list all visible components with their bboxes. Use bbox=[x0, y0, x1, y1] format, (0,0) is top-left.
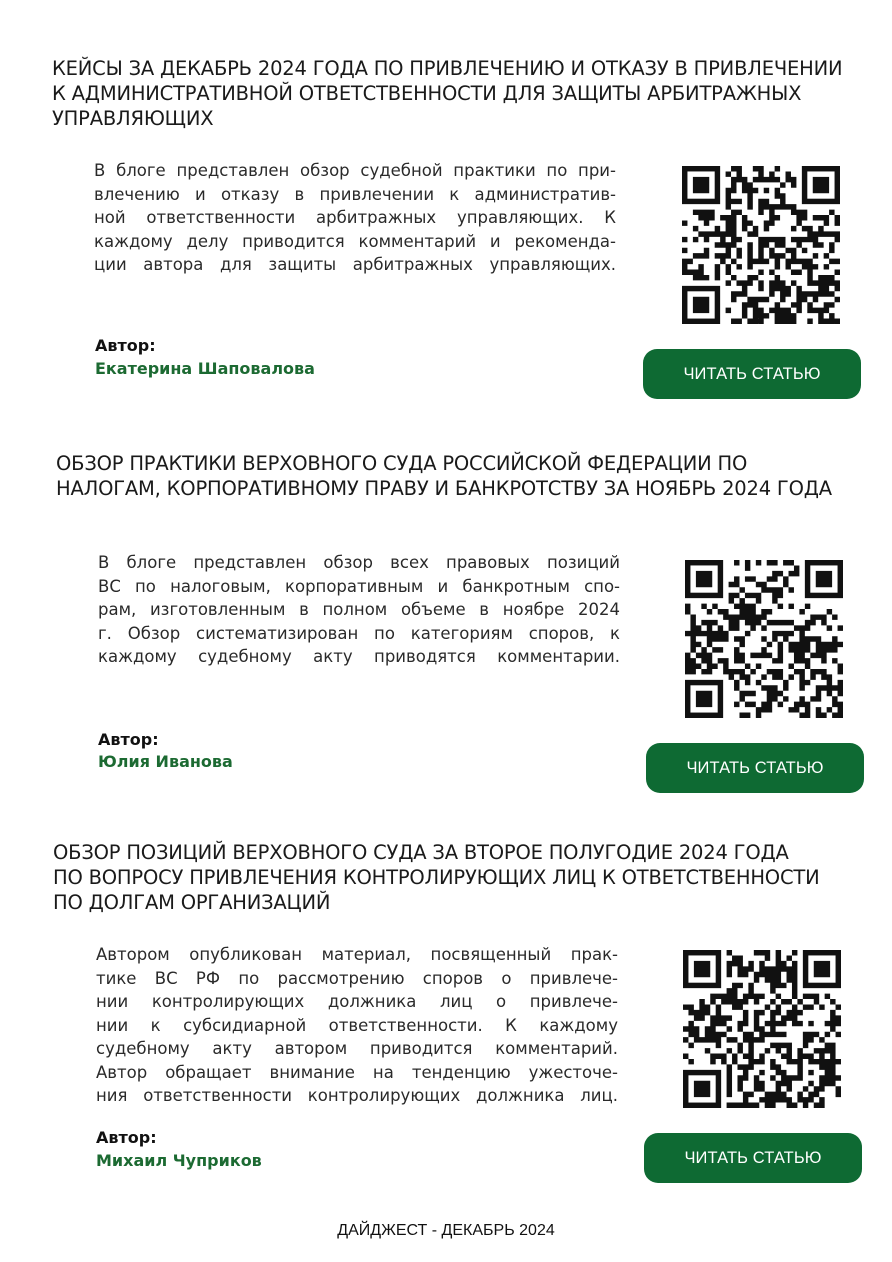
description-line: влечению и отказу в привлечении к административ- bbox=[94, 184, 616, 204]
description-line: Автором опубликован материал, посвященный прак- bbox=[96, 945, 618, 964]
description-line: ния ответственности контролирующих должника лиц. bbox=[96, 1086, 618, 1105]
qr-code-icon[interactable] bbox=[683, 950, 841, 1108]
article-description bbox=[94, 159, 616, 277]
author-name: Михаил Чуприков bbox=[96, 1151, 262, 1170]
description-line: рам, изготовленным в полном объеме в ноябре 2024 bbox=[98, 600, 620, 619]
qr-code-icon[interactable] bbox=[685, 560, 843, 718]
article-title-line: КЕЙСЫ ЗА ДЕКАБРЬ 2024 ГОДА ПО ПРИВЛЕЧЕНИЮ И ОТКАЗУ В ПРИВЛЕЧЕНИИ bbox=[52, 57, 843, 80]
description-line: тике ВС РФ по рассмотрению споров о привлече- bbox=[96, 968, 618, 988]
article-title-line: ПО ДОЛГАМ ОРГАНИЗАЦИЙ bbox=[53, 891, 331, 914]
description-line: нии к субсидиарной ответственности. К каждому bbox=[96, 1015, 618, 1035]
article-description bbox=[96, 943, 618, 1108]
author-name: Юлия Иванова bbox=[98, 752, 233, 771]
article-title-line: ПО ВОПРОСУ ПРИВЛЕЧЕНИЯ КОНТРОЛИРУЮЩИХ ЛИЦ К ОТВЕТСТВЕННОСТИ bbox=[53, 866, 820, 889]
description-line: каждому делу приводится комментарий и рекоменда- bbox=[94, 231, 616, 251]
description-line: ВС по налоговым, корпоративным и банкротным спо- bbox=[98, 576, 620, 596]
description-line: Автор обращает внимание на тенденцию ужесточе- bbox=[96, 1062, 618, 1082]
author-label: Автор: bbox=[98, 730, 159, 749]
article-title bbox=[56, 451, 876, 501]
description-line: ции автора для защиты арбитражных управляющих. bbox=[94, 255, 616, 274]
description-line: В блоге представлен обзор всех правовых позиций bbox=[98, 553, 620, 572]
footer-digest-label: ДАЙДЖЕСТ - ДЕКАБРЬ 2024 bbox=[337, 1222, 555, 1239]
description-line: ной ответственности арбитражных управляющих. К bbox=[94, 208, 616, 227]
description-line: каждому судебному акту приводятся комментарии. bbox=[98, 647, 620, 666]
article-title bbox=[52, 56, 872, 131]
article-title-line: УПРАВЛЯЮЩИХ bbox=[52, 107, 214, 130]
description-line: г. Обзор систематизирован по категориям споров, к bbox=[98, 623, 620, 643]
read-article-button[interactable]: ЧИТАТЬ СТАТЬЮ bbox=[646, 743, 864, 793]
description-line: судебному акту автором приводится комментарий. bbox=[96, 1039, 618, 1058]
article-description bbox=[98, 551, 620, 669]
article-title-line: НАЛОГАМ, КОРПОРАТИВНОМУ ПРАВУ И БАНКРОТСТВУ ЗА НОЯБРЬ 2024 ГОДА bbox=[56, 477, 832, 500]
description-line: В блоге представлен обзор судебной практики по при- bbox=[94, 161, 616, 180]
article-title-line: К АДМИНИСТРАТИВНОЙ ОТВЕТСТВЕННОСТИ ДЛЯ ЗАЩИТЫ АРБИТРАЖНЫХ bbox=[52, 82, 802, 105]
article-title-line: ОБЗОР ПРАКТИКИ ВЕРХОВНОГО СУДА РОССИЙСКОЙ ФЕДЕРАЦИИ ПО bbox=[56, 452, 748, 475]
read-article-button[interactable]: ЧИТАТЬ СТАТЬЮ bbox=[643, 349, 861, 399]
description-line: нии контролирующих должника лиц о привлече- bbox=[96, 992, 618, 1011]
article-title bbox=[53, 840, 873, 915]
article-title-line: ОБЗОР ПОЗИЦИЙ ВЕРХОВНОГО СУДА ЗА ВТОРОЕ ПОЛУГОДИЕ 2024 ГОДА bbox=[53, 841, 789, 864]
author-label: Автор: bbox=[95, 336, 156, 355]
read-article-button[interactable]: ЧИТАТЬ СТАТЬЮ bbox=[644, 1133, 862, 1183]
qr-code-icon[interactable] bbox=[682, 166, 840, 324]
author-label: Автор: bbox=[96, 1128, 157, 1147]
author-name: Екатерина Шаповалова bbox=[95, 359, 315, 378]
